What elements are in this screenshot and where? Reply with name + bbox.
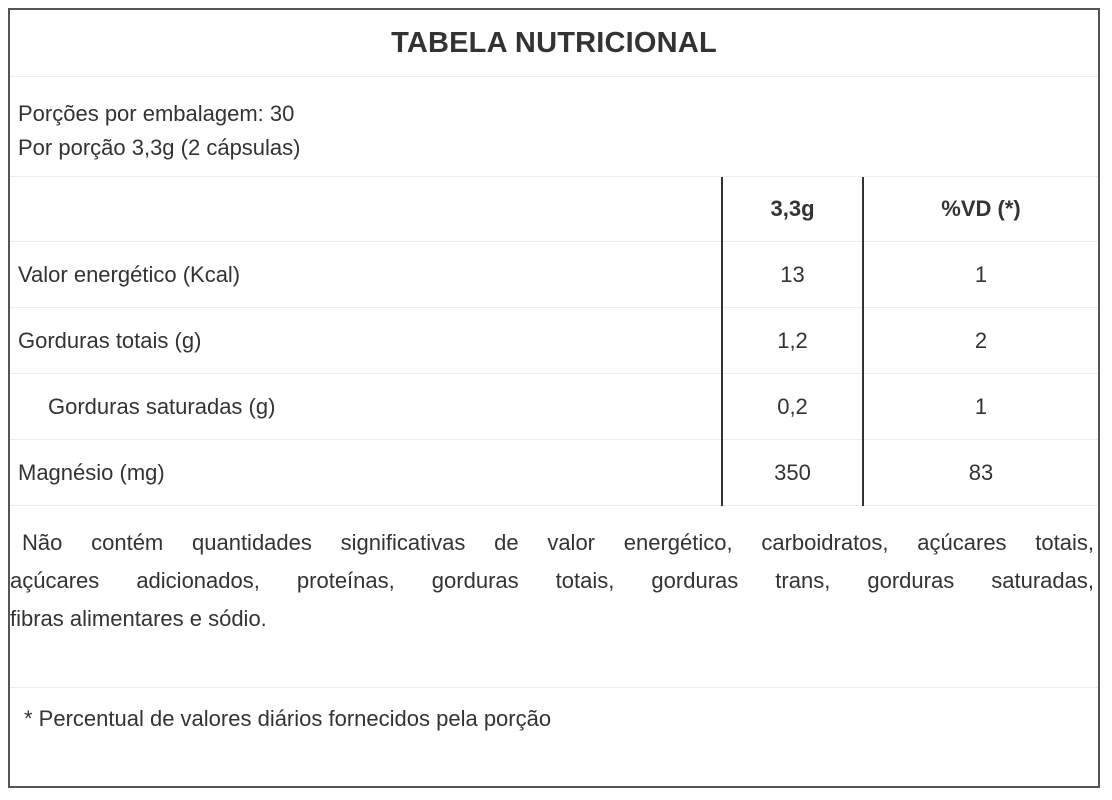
- note-line: açúcares adicionados, proteínas, gorduras totais, gorduras trans, gorduras saturadas,: [10, 568, 1094, 593]
- title-row: [10, 10, 1098, 77]
- nutrient-name: Gorduras totais (g): [10, 308, 722, 374]
- nutrient-daily-value: 1: [863, 242, 1098, 308]
- nutrient-amount: 1,2: [722, 308, 863, 374]
- nutrient-daily-value: 83: [863, 440, 1098, 506]
- portions-info: [10, 77, 1098, 177]
- header-amount: 3,3g: [722, 177, 863, 242]
- table-row: [10, 308, 1098, 374]
- nutrient-table: [10, 177, 1098, 506]
- table-row: [10, 242, 1098, 308]
- nutrient-name: Magnésio (mg): [10, 440, 722, 506]
- daily-value-footnote: * Percentual de valores diários fornecidos pela porção: [24, 706, 552, 731]
- nutrient-amount: 350: [722, 440, 863, 506]
- table-row: [10, 374, 1098, 440]
- nutrient-amount: 0,2: [722, 374, 863, 440]
- table-header-row: [10, 177, 1098, 242]
- nutrient-daily-value: 2: [863, 308, 1098, 374]
- nutrient-amount: 13: [722, 242, 863, 308]
- page-title: TABELA NUTRICIONAL: [391, 26, 717, 59]
- header-daily-value: %VD (*): [863, 177, 1098, 242]
- table-row: [10, 440, 1098, 506]
- note-line: Não contém quantidades significativas de valor energético, carboidratos, açúcares totais,: [22, 530, 1094, 555]
- nutrient-name: Gorduras saturadas (g): [10, 374, 722, 440]
- portion-size: Por porção 3,3g (2 cápsulas): [18, 135, 301, 160]
- nutrition-note: [10, 506, 1098, 688]
- header-nutrient: [10, 177, 722, 242]
- portions-per-package: Porções por embalagem: 30: [18, 101, 295, 126]
- nutrient-name: Valor energético (Kcal): [10, 242, 722, 308]
- nutrition-table-frame: [8, 8, 1100, 788]
- nutrient-daily-value: 1: [863, 374, 1098, 440]
- note-line: fibras alimentares e sódio.: [10, 606, 267, 631]
